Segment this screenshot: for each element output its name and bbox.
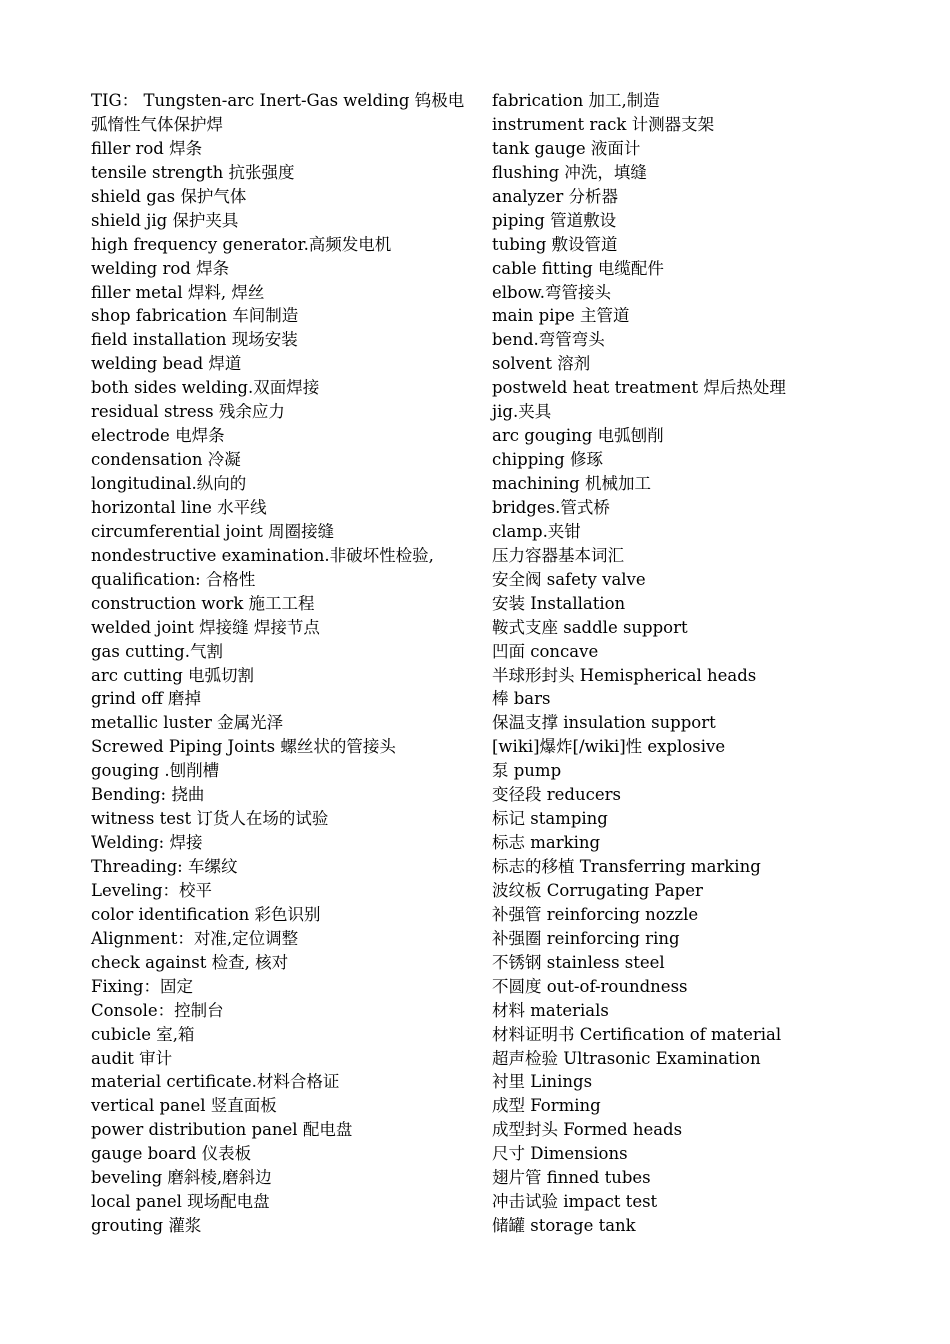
right-glossary-entry: 超声检验 Ultrasonic Examination <box>492 1048 761 1068</box>
left-glossary-entry: witness test 订货人在场的试验 <box>91 809 329 829</box>
left-glossary-entry: vertical panel 竖直面板 <box>91 1096 277 1116</box>
left-glossary-entry: high frequency generator.高频发电机 <box>91 234 392 254</box>
right-glossary-entry: 凹面 concave <box>492 641 599 661</box>
right-glossary-entry: 翅片管 finned tubes <box>492 1168 651 1188</box>
left-glossary-entry: tensile strength 抗张强度 <box>91 162 295 182</box>
right-glossary-entry: 棒 bars <box>492 689 551 709</box>
left-glossary-column <box>91 89 471 1238</box>
right-glossary-entry: 保温支撑 insulation support <box>492 713 716 733</box>
right-glossary-entry: chipping 修琢 <box>492 450 603 470</box>
right-glossary-entry: analyzer 分析器 <box>492 186 618 206</box>
left-glossary-entry: longitudinal.纵向的 <box>91 474 247 493</box>
left-glossary-entry: both sides welding.双面焊接 <box>91 378 320 398</box>
left-glossary-entry: residual stress 残余应力 <box>91 402 285 422</box>
right-glossary-entry: 安全阀 safety valve <box>492 569 646 589</box>
right-glossary-entry: 材料 materials <box>492 1000 609 1020</box>
right-glossary-entry: elbow.弯管接头 <box>492 282 611 302</box>
left-glossary-entry: check against 检查, 核对 <box>91 952 289 972</box>
right-glossary-entry: jig.夹具 <box>492 402 552 422</box>
left-glossary-entry: Alignment：对准,定位调整 <box>91 928 299 948</box>
left-glossary-entry: welding rod 焊条 <box>91 258 230 278</box>
left-glossary-entry: filler metal 焊料, 焊丝 <box>91 282 265 302</box>
left-glossary-entry: metallic luster 金属光泽 <box>91 713 284 733</box>
right-glossary-entry: 标记 stamping <box>492 809 608 829</box>
right-glossary-entry: 材料证明书 Certification of material <box>492 1024 782 1044</box>
left-glossary-entry: Welding: 焊接 <box>91 833 203 853</box>
right-glossary-entry: 变径段 reducers <box>492 785 621 805</box>
right-glossary-entry: 泵 pump <box>492 761 562 781</box>
right-glossary-entry: 不圆度 out-of-roundness <box>492 976 688 996</box>
right-glossary-entry: instrument rack 计测器支架 <box>492 114 715 134</box>
right-glossary-entry: 补强管 reinforcing nozzle <box>492 904 699 924</box>
left-glossary-entry: power distribution panel 配电盘 <box>91 1120 353 1140</box>
left-glossary-entry: circumferential joint 周圈接缝 <box>91 521 335 541</box>
right-glossary-entry: cable fitting 电缆配件 <box>492 258 664 278</box>
left-glossary-entry: audit 审计 <box>91 1048 173 1068</box>
right-glossary-entry: flushing 冲洗，填缝 <box>492 162 647 182</box>
left-glossary-entry: 弧惰性气体保护焊 <box>91 114 223 134</box>
left-glossary-entry: Screwed Piping Joints 螺丝状的管接头 <box>91 737 396 757</box>
left-glossary-entry: TIG： Tungsten-arc Inert-Gas welding 钨极电 <box>91 91 465 110</box>
right-glossary-entry: bend.弯管弯头 <box>492 330 605 350</box>
left-glossary-entry: Threading: 车缧纹 <box>91 857 238 876</box>
right-glossary-entry: 储罐 storage tank <box>492 1216 636 1236</box>
left-glossary-entry: field installation 现场安装 <box>91 330 298 350</box>
right-glossary-entry: 压力容器基本词汇 <box>492 545 624 565</box>
right-glossary-entry: fabrication 加工,制造 <box>492 91 660 110</box>
left-glossary-entry: grouting 灌浆 <box>91 1216 202 1236</box>
left-glossary-entry: gas cutting.气割 <box>91 641 223 661</box>
left-glossary-entry: Leveling：校平 <box>91 880 213 900</box>
left-glossary-entry: shield gas 保护气体 <box>91 186 247 206</box>
left-glossary-entry: electrode 电焊条 <box>91 426 225 446</box>
right-glossary-entry: 冲击试验 impact test <box>492 1192 658 1212</box>
right-glossary-entry: 不锈钢 stainless steel <box>492 952 665 972</box>
left-glossary-entry: Bending: 挠曲 <box>91 785 205 805</box>
right-glossary-entry: postweld heat treatment 焊后热处理 <box>492 378 786 398</box>
right-glossary-entry: piping 管道敷设 <box>492 210 617 230</box>
right-glossary-entry: tank gauge 液面计 <box>492 138 641 158</box>
left-glossary-entry: arc cutting 电弧切割 <box>91 665 255 685</box>
right-glossary-entry: [wiki]爆炸[/wiki]性 explosive <box>492 737 726 757</box>
right-glossary-entry: 安装 Installation <box>492 593 626 613</box>
right-glossary-entry: tubing 敷设管道 <box>492 234 618 254</box>
right-glossary-entry: 成型 Forming <box>492 1096 601 1116</box>
right-glossary-entry: bridges.管式桥 <box>492 497 610 517</box>
left-glossary-entry: shield jig 保护夹具 <box>91 210 239 230</box>
right-glossary-entry: machining 机械加工 <box>492 474 651 493</box>
left-glossary-entry: grind off 磨掉 <box>91 689 202 709</box>
left-glossary-entry: beveling 磨斜棱,磨斜边 <box>91 1168 272 1188</box>
left-glossary-entry: shop fabrication 车间制造 <box>91 306 299 326</box>
right-glossary-entry: 波纹板 Corrugating Paper <box>492 880 703 900</box>
left-glossary-entry: Console：控制台 <box>91 1000 224 1020</box>
right-glossary-entry: clamp.夹钳 <box>492 521 581 541</box>
right-glossary-entry: 鞍式支座 saddle support <box>492 617 688 637</box>
right-glossary-entry: 标志 marking <box>492 833 601 853</box>
right-glossary-entry: 标志的移植 Transferring marking <box>492 857 761 876</box>
left-glossary-entry: welding bead 焊道 <box>91 354 242 374</box>
right-glossary-entry: 尺寸 Dimensions <box>492 1144 628 1164</box>
left-glossary-entry: color identification 彩色识别 <box>91 904 321 924</box>
left-glossary-entry: gouging .刨削槽 <box>91 761 220 781</box>
left-glossary-entry: qualification: 合格性 <box>91 569 256 589</box>
right-glossary-entry: solvent 溶剂 <box>492 354 591 374</box>
left-glossary-entry: horizontal line 水平线 <box>91 497 267 517</box>
right-glossary-entry: arc gouging 电弧刨削 <box>492 426 664 446</box>
right-glossary-column <box>492 89 912 1238</box>
left-glossary-entry: filler rod 焊条 <box>91 138 203 158</box>
right-glossary-entry: main pipe 主管道 <box>492 306 630 326</box>
left-glossary-entry: cubicle 室,箱 <box>91 1024 195 1044</box>
left-glossary-entry: gauge board 仪表板 <box>91 1144 252 1164</box>
right-glossary-entry: 衬里 Linings <box>492 1072 593 1092</box>
left-glossary-entry: material certificate.材料合格证 <box>91 1072 340 1092</box>
right-glossary-entry: 补强圈 reinforcing ring <box>492 928 680 948</box>
left-glossary-entry: nondestructive examination.非破坏性检验, <box>91 545 434 565</box>
left-glossary-entry: Fixing：固定 <box>91 976 193 996</box>
right-glossary-entry: 成型封头 Formed heads <box>492 1120 683 1140</box>
left-glossary-entry: construction work 施工工程 <box>91 593 315 613</box>
left-glossary-entry: welded joint 焊接缝 焊接节点 <box>91 617 320 637</box>
left-glossary-entry: local panel 现场配电盘 <box>91 1192 270 1212</box>
right-glossary-entry: 半球形封头 Hemispherical heads <box>492 665 757 685</box>
left-glossary-entry: condensation 冷凝 <box>91 450 241 470</box>
